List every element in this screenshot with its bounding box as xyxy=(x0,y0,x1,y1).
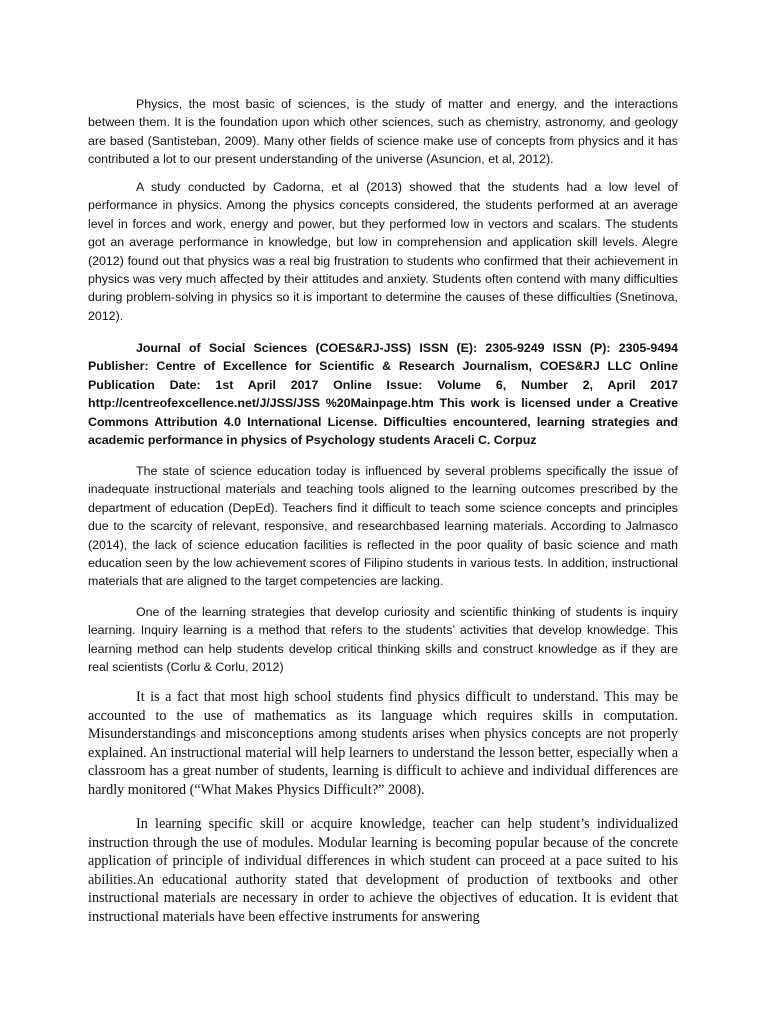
paragraph-science-education: The state of science education today is influenced by several problems specifically the issue of inadequate instructional materials and teaching tools aligned to the learning outcomes prescribed by the department of education (DepEd). Teachers find it difficult to teach some science concepts and principles due to the scarcity of relevant, responsive, and researchbased learning materials. According to Jalmasco (2014), the lack of science education facilities is reflected in the poor quality of basic science and math education seen by the low achievement scores of Filipino students in various tests. In addition, instructional materials that are aligned to the target competencies are lacking. xyxy=(88,464,678,589)
paragraph-physics-difficulty: It is a fact that most high school students find physics difficult to understand. This may be accounted to the use of mathematics as its language which requires skills in computation. Misunderstandings and misconceptions among students arises when physics concepts are not properly explained. An instructional material will help learners to understand the lesson better, especially when a classroom has a great number of students, learning is difficult to achieve and individual differences are hardly monitored (“What Makes Physics Difficult?” 2008). xyxy=(88,689,678,798)
paragraph-journal-citation: Journal of Social Sciences (COES&RJ-JSS) ISSN (E): 2305-9249 ISSN (P): 2305-9494 Publisher: Centre of Excellence for Scientific & Research Journalism, COES&RJ LLC Online Publication Date: 1st April 2017 Online Issue: Volume 6, Number 2, April 2017 http://centreofexcellence.net/J/JSS/JSS %20Mainpage.htm This work is licensed under a Creative Commons Attribution 4.0 International License. Difficulties encountered, learning strategies and academic performance in physics of Psychology students Araceli C. Corpuz xyxy=(88,341,678,448)
paragraph-physics-intro: Physics, the most basic of sciences, is the study of matter and energy, and the interactions between them. It is the foundation upon which other sciences, such as chemistry, astronomy, and geology are based (Santisteban, 2009). Many other fields of science make use of concepts from physics and it has contributed a lot to our present understanding of the universe (Asuncion, et al, 2012). xyxy=(88,97,678,167)
paragraph-inquiry-learning: One of the learning strategies that develop curiosity and scientific thinking of students is inquiry learning. Inquiry learning is a method that refers to the students’ activities that develop knowledge. This learning method can help students develop critical thinking skills and construct knowledge as if they are real scientists (Corlu & Corlu, 2012) xyxy=(88,605,678,675)
paragraph-modular-learning: In learning specific skill or acquire knowledge, teacher can help student’s individualized instruction through the use of modules. Modular learning is becoming popular because of the concrete application of principle of individual differences in which student can proceed at a pace suited to his abilities.An educational authority stated that development of production of textbooks and other instructional materials are necessary in order to achieve the objectives of education. It is evident that instructional materials have been effective instruments for answering xyxy=(88,816,678,925)
paragraph-cadorna-study: A study conducted by Cadorna, et al (2013) showed that the students had a low level of performance in physics. Among the physics concepts considered, the students performed at an average level in forces and work, energy and power, but they performed low in vectors and scalars. The students got an average performance in knowledge, but low in comprehension and application skill levels. Alegre (2012) found out that physics was a real big frustration to students who confirmed that their achievement in physics was very much affected by their attitudes and anxiety. Students often contend with many difficulties during problem-solving in physics so it is important to determine the causes of these difficulties (Snetinova, 2012). xyxy=(88,180,678,323)
